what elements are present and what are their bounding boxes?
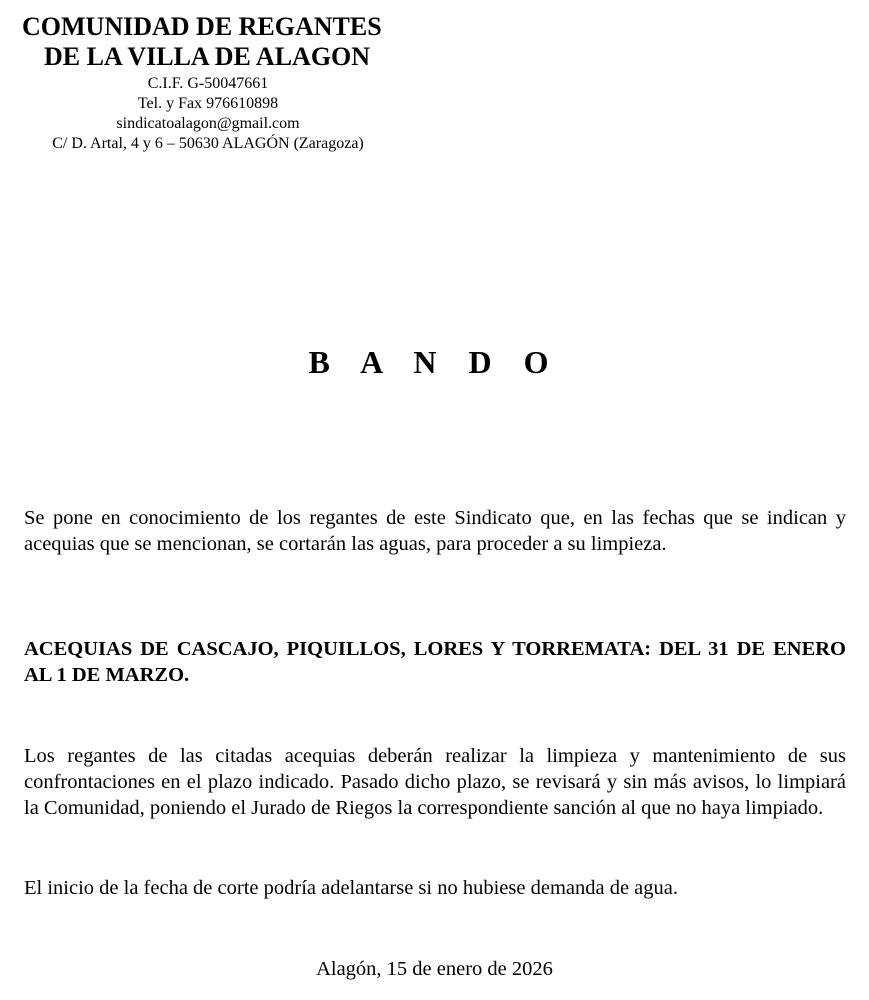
email-address: sindicatoalagon@gmail.com [116, 115, 300, 132]
organization-name-line2: DE LA VILLA DE ALAGON [44, 42, 371, 71]
notice-paragraph: ACEQUIAS DE CASCAJO, PIQUILLOS, LORES Y TORREMATA: DEL 31 DE ENERO AL 1 DE MARZO. [24, 638, 846, 686]
document-title: B A N D O [308, 344, 561, 380]
note-paragraph: El inicio de la fecha de corte podría adelantarse si no hubiese demanda de agua. [24, 877, 679, 899]
phone-fax: Tel. y Fax 976610898 [137, 95, 279, 112]
place-and-date: Alagón, 15 de enero de 2026 [316, 958, 553, 980]
intro-paragraph: Se pone en conocimiento de los regantes de este Sindicato que, en las fechas que se indican y acequias que se mencionan, se cortarán las aguas, para proceder a su limpieza. [24, 507, 846, 555]
contact-block [22, 74, 394, 154]
cif-number: C.I.F. G-50047661 [147, 75, 269, 92]
letterhead [22, 12, 402, 154]
instructions-paragraph: Los regantes de las citadas acequias deberán realizar la limpieza y mantenimiento de sus confrontaciones en el plazo indicado. Pasado dicho plazo, se revisará y sin más avisos, lo limpiará la Comunidad, poniendo el Jurado de Riegos la correspondiente sanción al que no haya limpiado. [24, 745, 846, 819]
postal-address: C/ D. Artal, 4 y 6 – 50630 ALAGÓN (Zaragoza) [52, 135, 364, 152]
organization-name-line1: COMUNIDAD DE REGANTES [22, 12, 382, 41]
